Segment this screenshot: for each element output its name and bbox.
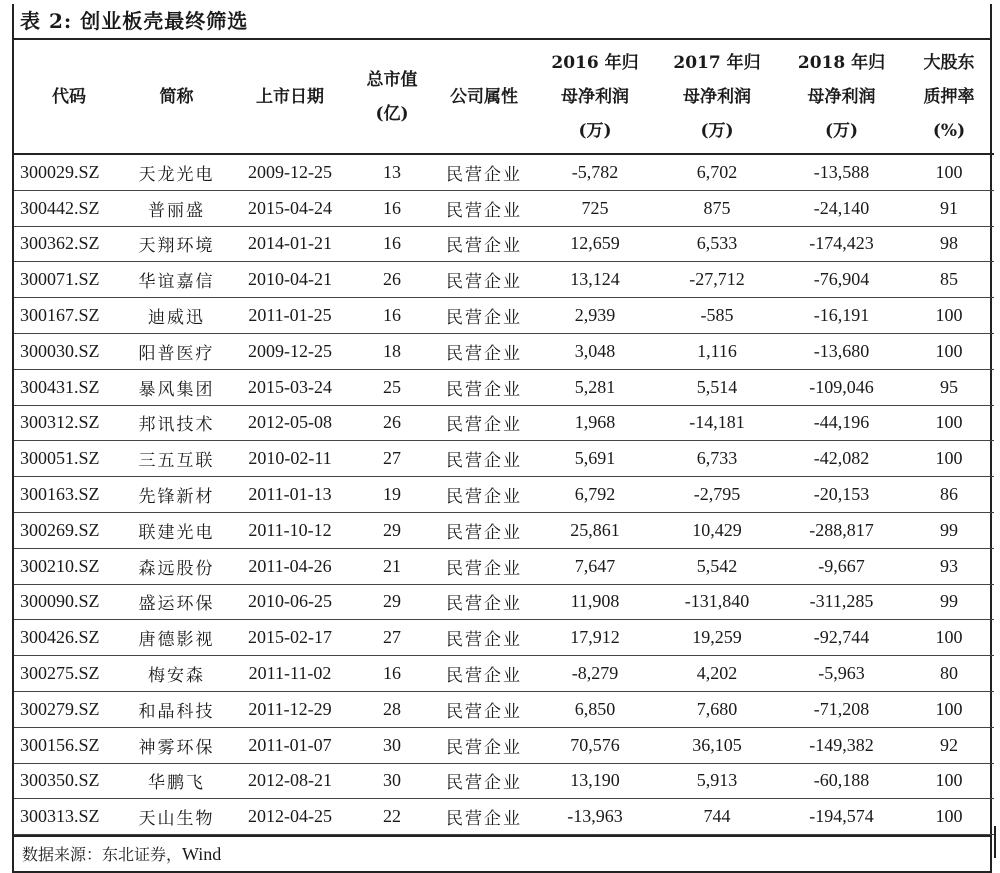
cell-profit-2018: -44,196	[779, 405, 904, 441]
cell-profit-2018: -194,574	[779, 799, 904, 835]
cell-profit-2018: -9,667	[779, 548, 904, 584]
cell-short-name: 华谊嘉信	[124, 262, 229, 298]
cell-profit-2017: -27,712	[655, 262, 779, 298]
cell-listing-date: 2011-01-07	[229, 727, 351, 763]
cell-short-name: 先锋新材	[124, 477, 229, 513]
cell-code: 300051.SZ	[14, 441, 124, 477]
table-row	[14, 154, 994, 190]
header-profit-2016-line1: 2016 年归	[551, 52, 639, 73]
cell-profit-2016: 70,576	[535, 727, 655, 763]
cell-profit-2018: -288,817	[779, 512, 904, 548]
cell-listing-date: 2011-12-29	[229, 691, 351, 727]
cell-listing-date: 2015-02-17	[229, 620, 351, 656]
cell-listing-date: 2011-04-26	[229, 548, 351, 584]
header-row	[14, 40, 994, 154]
table-body	[14, 154, 994, 835]
cell-profit-2017: 36,105	[655, 727, 779, 763]
cell-market-cap: 22	[351, 799, 433, 835]
header-profit-2016	[535, 40, 655, 154]
cell-company-type: 民营企业	[433, 584, 535, 620]
header-profit-2018-line2: 母净利润	[807, 86, 876, 107]
cell-pledge-ratio: 95	[904, 369, 994, 405]
cell-profit-2018: -13,588	[779, 154, 904, 190]
header-profit-2018	[779, 40, 904, 154]
cell-short-name: 森远股份	[124, 548, 229, 584]
cell-profit-2017: 5,514	[655, 369, 779, 405]
cell-market-cap: 27	[351, 620, 433, 656]
cell-profit-2017: 5,913	[655, 763, 779, 799]
cell-code: 300312.SZ	[14, 405, 124, 441]
header-market-cap-line1: 总市值	[366, 69, 418, 90]
cell-short-name: 华鹏飞	[124, 763, 229, 799]
cell-short-name: 迪威迅	[124, 298, 229, 334]
table-row	[14, 691, 994, 727]
table-row	[14, 620, 994, 656]
cell-profit-2017: 7,680	[655, 691, 779, 727]
cell-listing-date: 2015-03-24	[229, 369, 351, 405]
cell-pledge-ratio: 99	[904, 584, 994, 620]
header-profit-2016-line2: 母净利润	[561, 86, 629, 107]
cell-profit-2016: 11,908	[535, 584, 655, 620]
cell-code: 300071.SZ	[14, 262, 124, 298]
header-profit-2018-line1: 2018 年归	[797, 52, 886, 73]
header-pledge-ratio	[904, 40, 994, 154]
cell-profit-2016: 25,861	[535, 512, 655, 548]
cell-profit-2016: -5,782	[535, 154, 655, 190]
cell-company-type: 民营企业	[433, 154, 535, 190]
cell-listing-date: 2011-01-13	[229, 477, 351, 513]
cell-profit-2017: 6,702	[655, 154, 779, 190]
cell-listing-date: 2009-12-25	[229, 154, 351, 190]
cell-short-name: 暴风集团	[124, 369, 229, 405]
table-row	[14, 333, 994, 369]
cell-company-type: 民营企业	[433, 799, 535, 835]
cell-code: 300030.SZ	[14, 333, 124, 369]
cell-short-name: 神雾环保	[124, 727, 229, 763]
header-profit-2017-line3: (万)	[700, 120, 734, 141]
table-row	[14, 727, 994, 763]
cell-pledge-ratio: 91	[904, 190, 994, 226]
cell-profit-2018: -92,744	[779, 620, 904, 656]
report-table-figure	[12, 4, 992, 873]
cell-pledge-ratio: 100	[904, 154, 994, 190]
header-code: 代码	[14, 40, 124, 154]
cell-pledge-ratio: 100	[904, 620, 994, 656]
header-market-cap-line2: (亿)	[375, 103, 409, 124]
cell-listing-date: 2010-02-11	[229, 441, 351, 477]
cell-short-name: 天翔环境	[124, 226, 229, 262]
cell-code: 300275.SZ	[14, 656, 124, 692]
cell-profit-2016: 17,912	[535, 620, 655, 656]
cell-company-type: 民营企业	[433, 262, 535, 298]
cell-profit-2018: -20,153	[779, 477, 904, 513]
cell-short-name: 梅安森	[124, 656, 229, 692]
table-row	[14, 477, 994, 513]
table-row	[14, 190, 994, 226]
cell-market-cap: 16	[351, 190, 433, 226]
cell-pledge-ratio: 80	[904, 656, 994, 692]
cell-pledge-ratio: 85	[904, 262, 994, 298]
cell-company-type: 民营企业	[433, 512, 535, 548]
cell-listing-date: 2009-12-25	[229, 333, 351, 369]
cell-company-type: 民营企业	[433, 441, 535, 477]
cell-profit-2016: 1,968	[535, 405, 655, 441]
cell-listing-date: 2012-05-08	[229, 405, 351, 441]
cell-profit-2017: 6,733	[655, 441, 779, 477]
header-profit-2018-line3: (万)	[824, 120, 859, 141]
cell-profit-2016: -8,279	[535, 656, 655, 692]
cell-code: 300431.SZ	[14, 369, 124, 405]
cell-listing-date: 2012-04-25	[229, 799, 351, 835]
cell-market-cap: 26	[351, 405, 433, 441]
cell-listing-date: 2015-04-24	[229, 190, 351, 226]
cell-listing-date: 2011-10-12	[229, 512, 351, 548]
table-row	[14, 369, 994, 405]
cell-short-name: 天山生物	[124, 799, 229, 835]
cell-company-type: 民营企业	[433, 369, 535, 405]
header-profit-2017	[655, 40, 779, 154]
cell-profit-2017: 1,116	[655, 333, 779, 369]
header-profit-2016-line3: (万)	[578, 120, 612, 141]
cell-pledge-ratio: 100	[904, 441, 994, 477]
cell-market-cap: 28	[351, 691, 433, 727]
cell-profit-2018: -42,082	[779, 441, 904, 477]
cell-listing-date: 2010-06-25	[229, 584, 351, 620]
cell-profit-2016: 725	[535, 190, 655, 226]
cell-code: 300167.SZ	[14, 298, 124, 334]
cell-profit-2017: -131,840	[655, 584, 779, 620]
cell-profit-2016: 7,647	[535, 548, 655, 584]
cell-company-type: 民营企业	[433, 763, 535, 799]
header-pledge-ratio-line3: (%)	[932, 120, 966, 141]
cell-profit-2016: 3,048	[535, 333, 655, 369]
cell-short-name: 盛运环保	[124, 584, 229, 620]
cell-profit-2018: -5,963	[779, 656, 904, 692]
cell-company-type: 民营企业	[433, 548, 535, 584]
cell-profit-2018: -174,423	[779, 226, 904, 262]
header-listing-date: 上市日期	[229, 40, 351, 154]
cell-profit-2018: -13,680	[779, 333, 904, 369]
cell-profit-2016: 5,691	[535, 441, 655, 477]
header-profit-2017-line2: 母净利润	[683, 86, 751, 107]
cell-profit-2016: 6,792	[535, 477, 655, 513]
cell-profit-2017: 6,533	[655, 226, 779, 262]
cell-pledge-ratio: 100	[904, 799, 994, 835]
table-row	[14, 262, 994, 298]
cell-profit-2017: -585	[655, 298, 779, 334]
cell-short-name: 联建光电	[124, 512, 229, 548]
table-row	[14, 584, 994, 620]
cell-profit-2017: 4,202	[655, 656, 779, 692]
cell-market-cap: 27	[351, 441, 433, 477]
table-row	[14, 656, 994, 692]
table-title: 表 2: 创业板壳最终筛选	[12, 4, 992, 40]
cell-market-cap: 16	[351, 656, 433, 692]
table-wrapper	[12, 40, 992, 835]
cell-profit-2017: -2,795	[655, 477, 779, 513]
cell-profit-2018: -109,046	[779, 369, 904, 405]
cell-pledge-ratio: 86	[904, 477, 994, 513]
cell-short-name: 和晶科技	[124, 691, 229, 727]
cell-code: 300163.SZ	[14, 477, 124, 513]
cell-company-type: 民营企业	[433, 190, 535, 226]
header-pledge-ratio-line2: 质押率	[923, 86, 975, 107]
cell-profit-2018: -311,285	[779, 584, 904, 620]
table-row	[14, 226, 994, 262]
cell-market-cap: 18	[351, 333, 433, 369]
source-wind: Wind	[182, 844, 222, 865]
cell-code: 300426.SZ	[14, 620, 124, 656]
cell-profit-2018: -71,208	[779, 691, 904, 727]
cell-listing-date: 2011-11-02	[229, 656, 351, 692]
cell-market-cap: 30	[351, 763, 433, 799]
cell-market-cap: 29	[351, 584, 433, 620]
cell-profit-2018: -149,382	[779, 727, 904, 763]
cell-code: 300362.SZ	[14, 226, 124, 262]
cell-pledge-ratio: 92	[904, 727, 994, 763]
cell-profit-2016: 13,190	[535, 763, 655, 799]
table-row	[14, 799, 994, 835]
header-company-type: 公司属性	[433, 40, 535, 154]
cell-profit-2018: -24,140	[779, 190, 904, 226]
cell-pledge-ratio: 100	[904, 333, 994, 369]
cell-code: 300279.SZ	[14, 691, 124, 727]
cell-code: 300313.SZ	[14, 799, 124, 835]
cell-short-name: 阳普医疗	[124, 333, 229, 369]
table-row	[14, 548, 994, 584]
cell-profit-2016: 2,939	[535, 298, 655, 334]
cell-listing-date: 2010-04-21	[229, 262, 351, 298]
cell-code: 300442.SZ	[14, 190, 124, 226]
cell-listing-date: 2012-08-21	[229, 763, 351, 799]
cell-company-type: 民营企业	[433, 477, 535, 513]
scan-edge-mark	[994, 826, 996, 858]
cell-profit-2017: 875	[655, 190, 779, 226]
cell-profit-2018: -60,188	[779, 763, 904, 799]
cell-code: 300029.SZ	[14, 154, 124, 190]
cell-profit-2016: 13,124	[535, 262, 655, 298]
cell-pledge-ratio: 99	[904, 512, 994, 548]
cell-profit-2017: 10,429	[655, 512, 779, 548]
cell-pledge-ratio: 100	[904, 298, 994, 334]
cell-market-cap: 30	[351, 727, 433, 763]
cell-market-cap: 16	[351, 226, 433, 262]
cell-pledge-ratio: 100	[904, 405, 994, 441]
cell-profit-2016: 6,850	[535, 691, 655, 727]
table-row	[14, 441, 994, 477]
cell-pledge-ratio: 100	[904, 691, 994, 727]
cell-short-name: 邦讯技术	[124, 405, 229, 441]
cell-code: 300350.SZ	[14, 763, 124, 799]
cell-profit-2018: -16,191	[779, 298, 904, 334]
cell-company-type: 民营企业	[433, 226, 535, 262]
cell-company-type: 民营企业	[433, 298, 535, 334]
cell-company-type: 民营企业	[433, 333, 535, 369]
cell-short-name: 三五互联	[124, 441, 229, 477]
cell-market-cap: 13	[351, 154, 433, 190]
cell-pledge-ratio: 98	[904, 226, 994, 262]
table-row	[14, 405, 994, 441]
cell-company-type: 民营企业	[433, 727, 535, 763]
cell-market-cap: 19	[351, 477, 433, 513]
cell-short-name: 天龙光电	[124, 154, 229, 190]
cell-company-type: 民营企业	[433, 620, 535, 656]
source-label: 数据来源：东北证券，	[22, 845, 183, 865]
table-row	[14, 512, 994, 548]
cell-profit-2016: -13,963	[535, 799, 655, 835]
cell-market-cap: 29	[351, 512, 433, 548]
cell-market-cap: 16	[351, 298, 433, 334]
cell-company-type: 民营企业	[433, 405, 535, 441]
cell-company-type: 民营企业	[433, 656, 535, 692]
cell-company-type: 民营企业	[433, 691, 535, 727]
table-row	[14, 298, 994, 334]
cell-market-cap: 26	[351, 262, 433, 298]
cell-listing-date: 2011-01-25	[229, 298, 351, 334]
cell-listing-date: 2014-01-21	[229, 226, 351, 262]
cell-pledge-ratio: 100	[904, 763, 994, 799]
cell-market-cap: 21	[351, 548, 433, 584]
header-market-cap	[351, 40, 433, 154]
cell-profit-2016: 12,659	[535, 226, 655, 262]
cell-code: 300156.SZ	[14, 727, 124, 763]
source-note	[12, 835, 992, 873]
header-short-name: 简称	[124, 40, 229, 154]
cell-market-cap: 25	[351, 369, 433, 405]
cell-profit-2017: 744	[655, 799, 779, 835]
cell-profit-2017: 5,542	[655, 548, 779, 584]
cell-short-name: 唐德影视	[124, 620, 229, 656]
cell-code: 300269.SZ	[14, 512, 124, 548]
cell-profit-2016: 5,281	[535, 369, 655, 405]
cell-code: 300090.SZ	[14, 584, 124, 620]
header-pledge-ratio-line1: 大股东	[923, 52, 975, 73]
cell-pledge-ratio: 93	[904, 548, 994, 584]
cell-profit-2017: 19,259	[655, 620, 779, 656]
shell-screening-table	[14, 40, 994, 835]
cell-profit-2017: -14,181	[655, 405, 779, 441]
cell-short-name: 普丽盛	[124, 190, 229, 226]
table-row	[14, 763, 994, 799]
header-profit-2017-line1: 2017 年归	[673, 52, 761, 73]
cell-code: 300210.SZ	[14, 548, 124, 584]
cell-profit-2018: -76,904	[779, 262, 904, 298]
